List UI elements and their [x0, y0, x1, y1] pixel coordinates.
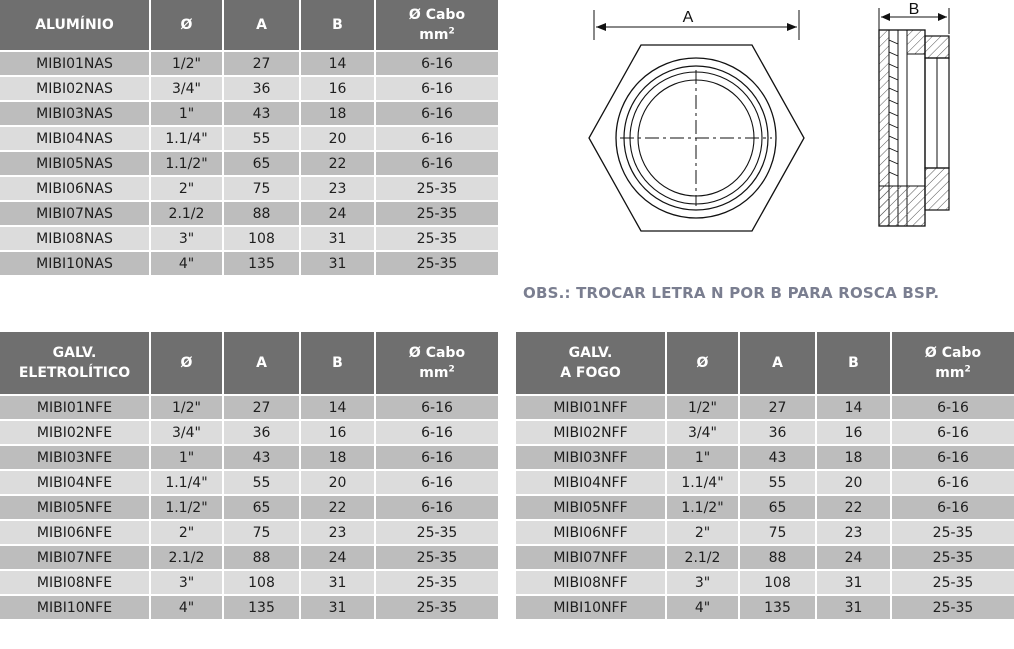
table-row — [0, 76, 498, 101]
cell-b: 14 — [300, 395, 375, 420]
cell-code: MIBI10NAS — [0, 251, 150, 275]
cell-code: MIBI06NFF — [516, 520, 666, 545]
header-cable: Ø Cabo $mm^2$ — [375, 332, 498, 395]
cell-diameter: 1.1/2" — [150, 151, 223, 176]
cell-code: MIBI10NFE — [0, 595, 150, 619]
cell-cable: 6-16 — [891, 495, 1014, 520]
header-a: A — [223, 0, 300, 51]
cell-b: 22 — [816, 495, 891, 520]
cell-b: 20 — [816, 470, 891, 495]
table-header-row — [0, 0, 498, 51]
cell-a: 108 — [223, 226, 300, 251]
cell-diameter: 2" — [666, 520, 739, 545]
cell-diameter: 4" — [150, 251, 223, 275]
table-row — [0, 101, 498, 126]
cell-a: 55 — [223, 470, 300, 495]
cell-code: MIBI04NFE — [0, 470, 150, 495]
cell-cable: 25-35 — [375, 545, 498, 570]
cell-cable: 6-16 — [375, 495, 498, 520]
cell-cable: 6-16 — [375, 101, 498, 126]
table-row — [0, 545, 498, 570]
cell-diameter: 3" — [150, 570, 223, 595]
cell-diameter: 1.1/4" — [150, 126, 223, 151]
cell-a: 135 — [739, 595, 816, 619]
cell-diameter: 1.1/2" — [150, 495, 223, 520]
cell-cable: 6-16 — [891, 395, 1014, 420]
header-diameter: Ø — [150, 0, 223, 51]
cell-a: 36 — [223, 76, 300, 101]
table-row — [0, 595, 498, 619]
table-row — [0, 495, 498, 520]
cell-cable: 25-35 — [375, 251, 498, 275]
table-row — [0, 126, 498, 151]
cell-diameter: 1/2" — [150, 51, 223, 76]
cell-b: 23 — [300, 520, 375, 545]
cell-a: 36 — [223, 420, 300, 445]
table-row — [516, 445, 1014, 470]
table-aluminio — [0, 0, 498, 275]
cell-cable: 25-35 — [375, 570, 498, 595]
cell-cable: 25-35 — [375, 226, 498, 251]
bsp-note: OBS.: TROCAR LETRA N POR B PARA ROSCA BSP. — [523, 284, 940, 302]
cell-diameter: 4" — [150, 595, 223, 619]
cell-b: 14 — [300, 51, 375, 76]
cell-cable: 6-16 — [375, 126, 498, 151]
header-material: GALV. A FOGO — [516, 332, 666, 395]
header-b: B — [300, 0, 375, 51]
cell-cable: 6-16 — [891, 420, 1014, 445]
cell-a: 27 — [223, 395, 300, 420]
cell-code: MIBI03NFE — [0, 445, 150, 470]
table-row — [0, 395, 498, 420]
cell-b: 22 — [300, 151, 375, 176]
cell-a: 88 — [223, 545, 300, 570]
cell-b: 18 — [300, 445, 375, 470]
table-row — [516, 470, 1014, 495]
cell-b: 22 — [300, 495, 375, 520]
cell-b: 18 — [816, 445, 891, 470]
cell-a: 65 — [739, 495, 816, 520]
header-diameter: Ø — [666, 332, 739, 395]
cell-a: 65 — [223, 495, 300, 520]
cell-b: 23 — [816, 520, 891, 545]
cell-a: 88 — [739, 545, 816, 570]
cell-code: MIBI05NFE — [0, 495, 150, 520]
table-header-row — [516, 332, 1014, 395]
table-row — [516, 570, 1014, 595]
cell-a: 55 — [223, 126, 300, 151]
cell-cable: 25-35 — [891, 595, 1014, 619]
cell-b: 14 — [816, 395, 891, 420]
table-row — [0, 176, 498, 201]
cell-a: 27 — [739, 395, 816, 420]
cell-code: MIBI08NAS — [0, 226, 150, 251]
cell-a: 65 — [223, 151, 300, 176]
cell-code: MIBI02NAS — [0, 76, 150, 101]
table-row — [0, 201, 498, 226]
cell-code: MIBI04NFF — [516, 470, 666, 495]
cell-diameter: 2" — [150, 520, 223, 545]
cell-code: MIBI03NAS — [0, 101, 150, 126]
cell-b: 18 — [300, 101, 375, 126]
cell-cable: 25-35 — [375, 176, 498, 201]
dimension-a-label: A — [682, 9, 694, 26]
cell-cable: 6-16 — [375, 76, 498, 101]
cell-code: MIBI01NAS — [0, 51, 150, 76]
cell-diameter: 4" — [666, 595, 739, 619]
table-row — [516, 395, 1014, 420]
header-material: ALUMÍNIO — [0, 0, 150, 51]
cell-diameter: 3" — [666, 570, 739, 595]
cell-b: 16 — [300, 420, 375, 445]
cell-code: MIBI01NFF — [516, 395, 666, 420]
cell-b: 16 — [300, 76, 375, 101]
cell-diameter: 1/2" — [150, 395, 223, 420]
cell-code: MIBI07NFE — [0, 545, 150, 570]
table-row — [516, 495, 1014, 520]
cell-b: 31 — [816, 595, 891, 619]
cell-cable: 25-35 — [891, 520, 1014, 545]
cell-diameter: 1/2" — [666, 395, 739, 420]
cell-a: 75 — [739, 520, 816, 545]
cell-diameter: 1.1/4" — [666, 470, 739, 495]
cell-code: MIBI08NFF — [516, 570, 666, 595]
cell-code: MIBI05NFF — [516, 495, 666, 520]
cell-b: 24 — [300, 545, 375, 570]
cell-b: 31 — [300, 570, 375, 595]
cell-diameter: 1" — [666, 445, 739, 470]
header-a: A — [223, 332, 300, 395]
cell-diameter: 3/4" — [150, 76, 223, 101]
table-row — [0, 251, 498, 275]
table-row — [0, 470, 498, 495]
cell-diameter: 1.1/2" — [666, 495, 739, 520]
cell-code: MIBI03NFF — [516, 445, 666, 470]
cell-cable: 6-16 — [891, 470, 1014, 495]
cell-a: 27 — [223, 51, 300, 76]
cell-code: MIBI08NFE — [0, 570, 150, 595]
header-a: A — [739, 332, 816, 395]
cell-diameter: 2.1/2 — [666, 545, 739, 570]
header-cable: Ø Cabo $mm^2$ — [375, 0, 498, 51]
table-header-row — [0, 332, 498, 395]
table-galv-eletrolitico — [0, 332, 498, 619]
cell-b: 24 — [816, 545, 891, 570]
cell-cable: 6-16 — [375, 51, 498, 76]
cell-a: 135 — [223, 251, 300, 275]
table-row — [516, 595, 1014, 619]
cell-a: 88 — [223, 201, 300, 226]
table-row — [516, 420, 1014, 445]
front-view — [589, 9, 804, 231]
technical-drawing — [578, 0, 978, 240]
header-diameter: Ø — [150, 332, 223, 395]
side-view — [879, 1, 949, 226]
header-material: GALV. ELETROLÍTICO — [0, 332, 150, 395]
cell-code: MIBI05NAS — [0, 151, 150, 176]
dimension-b-label: B — [908, 1, 920, 18]
cell-diameter: 1.1/4" — [150, 470, 223, 495]
cell-b: 31 — [816, 570, 891, 595]
cell-a: 135 — [223, 595, 300, 619]
cell-code: MIBI01NFE — [0, 395, 150, 420]
cell-diameter: 3/4" — [150, 420, 223, 445]
header-b: B — [816, 332, 891, 395]
cell-b: 31 — [300, 251, 375, 275]
cell-cable: 25-35 — [375, 595, 498, 619]
cell-code: MIBI07NAS — [0, 201, 150, 226]
cell-cable: 6-16 — [375, 445, 498, 470]
cell-a: 75 — [223, 176, 300, 201]
table-row — [0, 151, 498, 176]
cell-a: 108 — [223, 570, 300, 595]
cell-b: 31 — [300, 595, 375, 619]
cell-cable: 25-35 — [375, 201, 498, 226]
cell-b: 24 — [300, 201, 375, 226]
header-b: B — [300, 332, 375, 395]
cell-code: MIBI06NAS — [0, 176, 150, 201]
cell-b: 16 — [816, 420, 891, 445]
cell-code: MIBI07NFF — [516, 545, 666, 570]
table-row — [0, 570, 498, 595]
table-row — [0, 226, 498, 251]
cell-cable: 25-35 — [375, 520, 498, 545]
cell-a: 43 — [223, 101, 300, 126]
cell-diameter: 1" — [150, 445, 223, 470]
cell-a: 55 — [739, 470, 816, 495]
cell-cable: 6-16 — [375, 395, 498, 420]
table-galv-a-fogo — [516, 332, 1014, 619]
cell-diameter: 3/4" — [666, 420, 739, 445]
cell-diameter: 2.1/2 — [150, 545, 223, 570]
cell-code: MIBI02NFF — [516, 420, 666, 445]
table-row — [0, 420, 498, 445]
cell-cable: 6-16 — [375, 470, 498, 495]
cell-diameter: 1" — [150, 101, 223, 126]
cell-a: 75 — [223, 520, 300, 545]
cell-b: 20 — [300, 126, 375, 151]
cell-a: 43 — [223, 445, 300, 470]
cell-a: 43 — [739, 445, 816, 470]
cell-diameter: 3" — [150, 226, 223, 251]
cell-cable: 6-16 — [375, 420, 498, 445]
header-cable: Ø Cabo $mm^2$ — [891, 332, 1014, 395]
cell-diameter: 2" — [150, 176, 223, 201]
table-row — [516, 545, 1014, 570]
cell-b: 20 — [300, 470, 375, 495]
table-row — [0, 445, 498, 470]
cell-cable: 25-35 — [891, 570, 1014, 595]
cell-code: MIBI04NAS — [0, 126, 150, 151]
cell-code: MIBI06NFE — [0, 520, 150, 545]
cell-diameter: 2.1/2 — [150, 201, 223, 226]
cell-code: MIBI02NFE — [0, 420, 150, 445]
cell-cable: 6-16 — [891, 445, 1014, 470]
cell-b: 31 — [300, 226, 375, 251]
table-row — [516, 520, 1014, 545]
cell-cable: 6-16 — [375, 151, 498, 176]
cell-code: MIBI10NFF — [516, 595, 666, 619]
table-row — [0, 520, 498, 545]
cell-b: 23 — [300, 176, 375, 201]
cell-cable: 25-35 — [891, 545, 1014, 570]
cell-a: 108 — [739, 570, 816, 595]
cell-a: 36 — [739, 420, 816, 445]
table-row — [0, 51, 498, 76]
